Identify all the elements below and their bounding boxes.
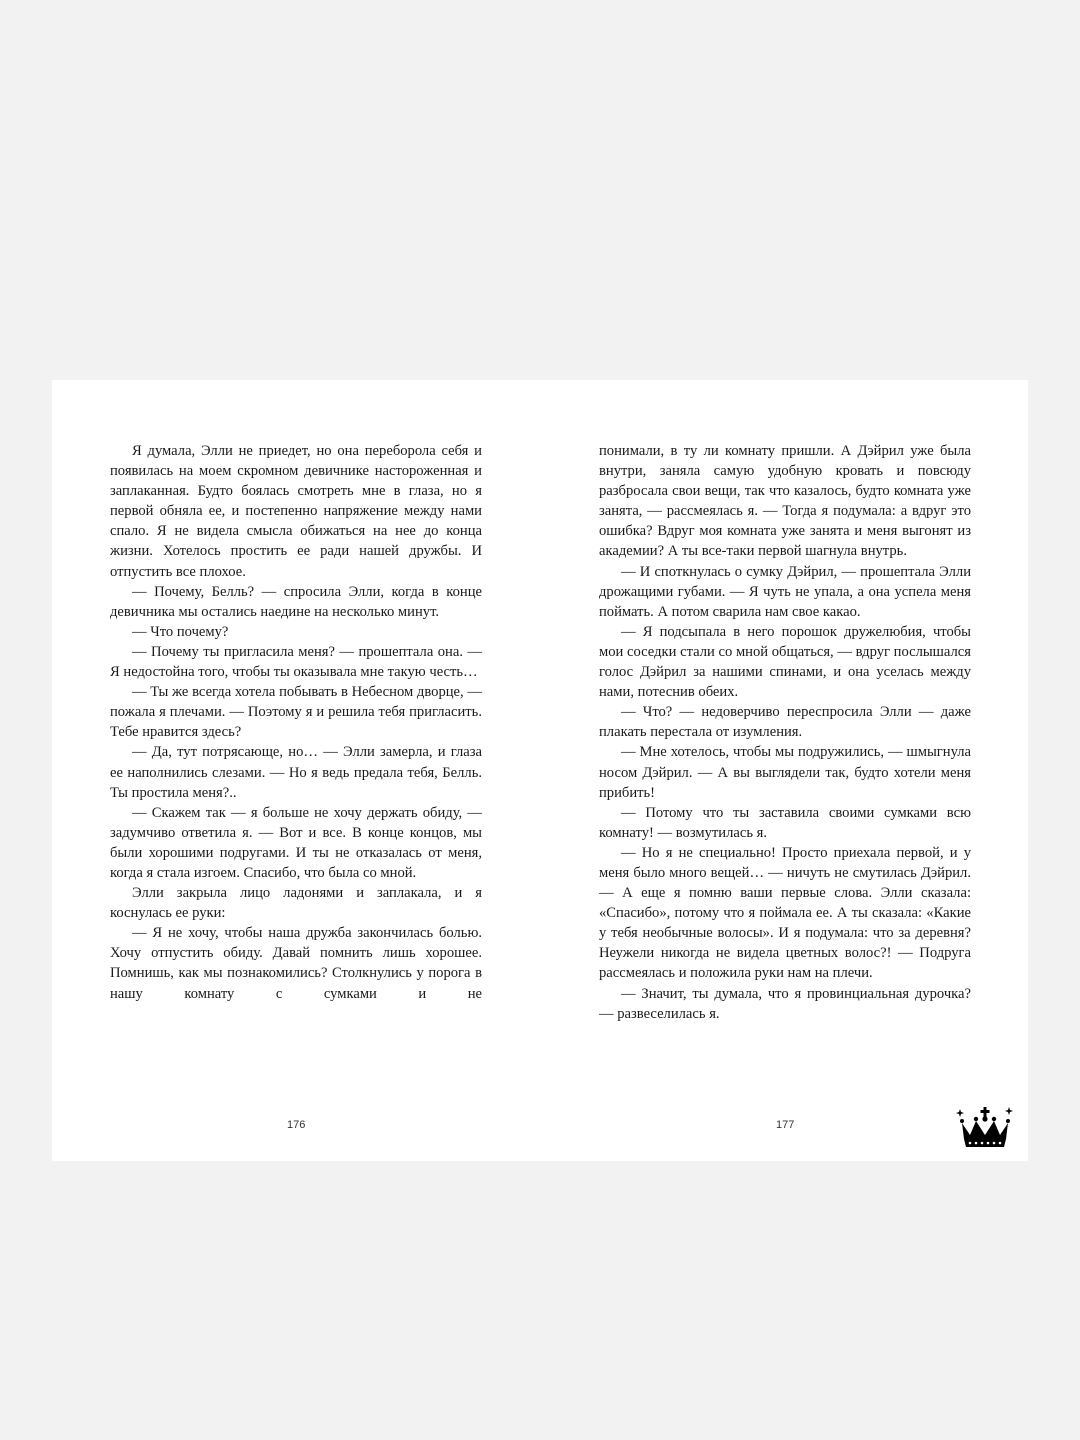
paragraph: — Скажем так — я больше не хочу держать обиду, — задумчиво ответила я. — Вот и все. В конце концов, мы были хорошими подругами. И ты не отказалась от меня, когда я стала изгоем. Спасибо, что была со мной. xyxy=(110,804,482,881)
paragraph: — Мне хотелось, чтобы мы подружились, — шмыгнула носом Дэйрил. — А вы выглядели так, будто хотели меня прибить! xyxy=(599,744,971,801)
paragraph: понимали, в ту ли комнату пришли. А Дэйрил уже была внутри, заняла самую удобную кровать и повсюду разбросала свои вещи, так что казалось, будто комната уже занята, — рассмеялась я. — Тогда я подумала: а вдруг это ошибка? Вдруг моя комната уже занята и меня выгонят из академии? А ты все-таки первой шагнула внутрь. xyxy=(599,443,971,560)
paragraph: — Я подсыпала в него порошок дружелюбия, чтобы мои соседки стали со мной общаться, — вдруг послышался голос Дэйрил за нашими спинами, и она уселась между нами, потеснив обеих. xyxy=(599,623,971,701)
paragraph: — Почему ты пригласила меня? — прошептала она. — Я недостойна того, чтобы ты оказывала мне такую честь… xyxy=(110,643,482,681)
paragraph: — И споткнулась о сумку Дэйрил, — прошептала Элли дрожащими губами. — Я чуть не упала, а она успела меня поймать. А потом сварила нам свое какао. xyxy=(599,563,971,620)
crown-icon xyxy=(956,1105,1014,1149)
paragraph: — Что? — недоверчиво переспросила Элли — даже плакать перестала от изумления. xyxy=(599,704,971,741)
paragraph: — Значит, ты думала, что я провинциальная дурочка? — развеселилась я. xyxy=(599,985,971,1022)
right-page-text xyxy=(599,441,971,1024)
page-number-right: 177 xyxy=(776,1119,795,1131)
paragraph: — Почему, Белль? — спросила Элли, когда в конце девичника мы остались наедине на несколько минут. xyxy=(110,583,482,620)
page-number-left: 176 xyxy=(287,1119,306,1131)
paragraph: — Потому что ты заставила своими сумками всю комнату! — возмутилась я. xyxy=(599,804,971,841)
paragraph: Элли закрыла лицо ладонями и заплакала, и я коснулась ее руки: xyxy=(110,885,482,922)
paragraph: — Что почему? xyxy=(132,623,229,640)
left-page-text xyxy=(110,441,482,1004)
paragraph: — Но я не специально! Просто приехала первой, и у меня было много вещей… — ничуть не смутилась Дэйрил. — А еще я помню ваши первые слова. Элли сказала: «Спасибо», потому что я поймала ее. А ты сказала: «Какие у тебя необычные волосы». И я подумала: что за деревня? Неужели никогда не видела цветных волос?! — Подруга рассмеялась и положила руки нам на плечи. xyxy=(599,844,971,982)
paragraph: Я думала, Элли не приедет, но она переборола себя и появилась на моем скромном девичнике настороженная и заплаканная. Будто боялась смотреть мне в глаза, но я первой обняла ее, и постепенно напряжение между нами спало. Я не видела смысла обижаться на нее до конца жизни. Хотелось простить ее ради нашей дружбы. И отпустить все плохое. xyxy=(110,443,482,580)
paragraph: — Да, тут потрясающе, но… — Элли замерла, и глаза ее наполнились слезами. — Но я ведь предала тебя, Белль. Ты простила меня?.. xyxy=(110,744,482,801)
paragraph: — Ты же всегда хотела побывать в Небесном дворце, — пожала я плечами. — Поэтому я и решила тебя пригласить. Тебе нравится здесь? xyxy=(110,684,482,741)
book-spread xyxy=(52,380,1028,1161)
paragraph: — Я не хочу, чтобы наша дружба закончилась болью. Хочу отпустить обиду. Давай помнить лишь хорошее. Помнишь, как мы познакомились? Столкнулись у порога в нашу комнату с сумками и не xyxy=(110,925,482,1002)
